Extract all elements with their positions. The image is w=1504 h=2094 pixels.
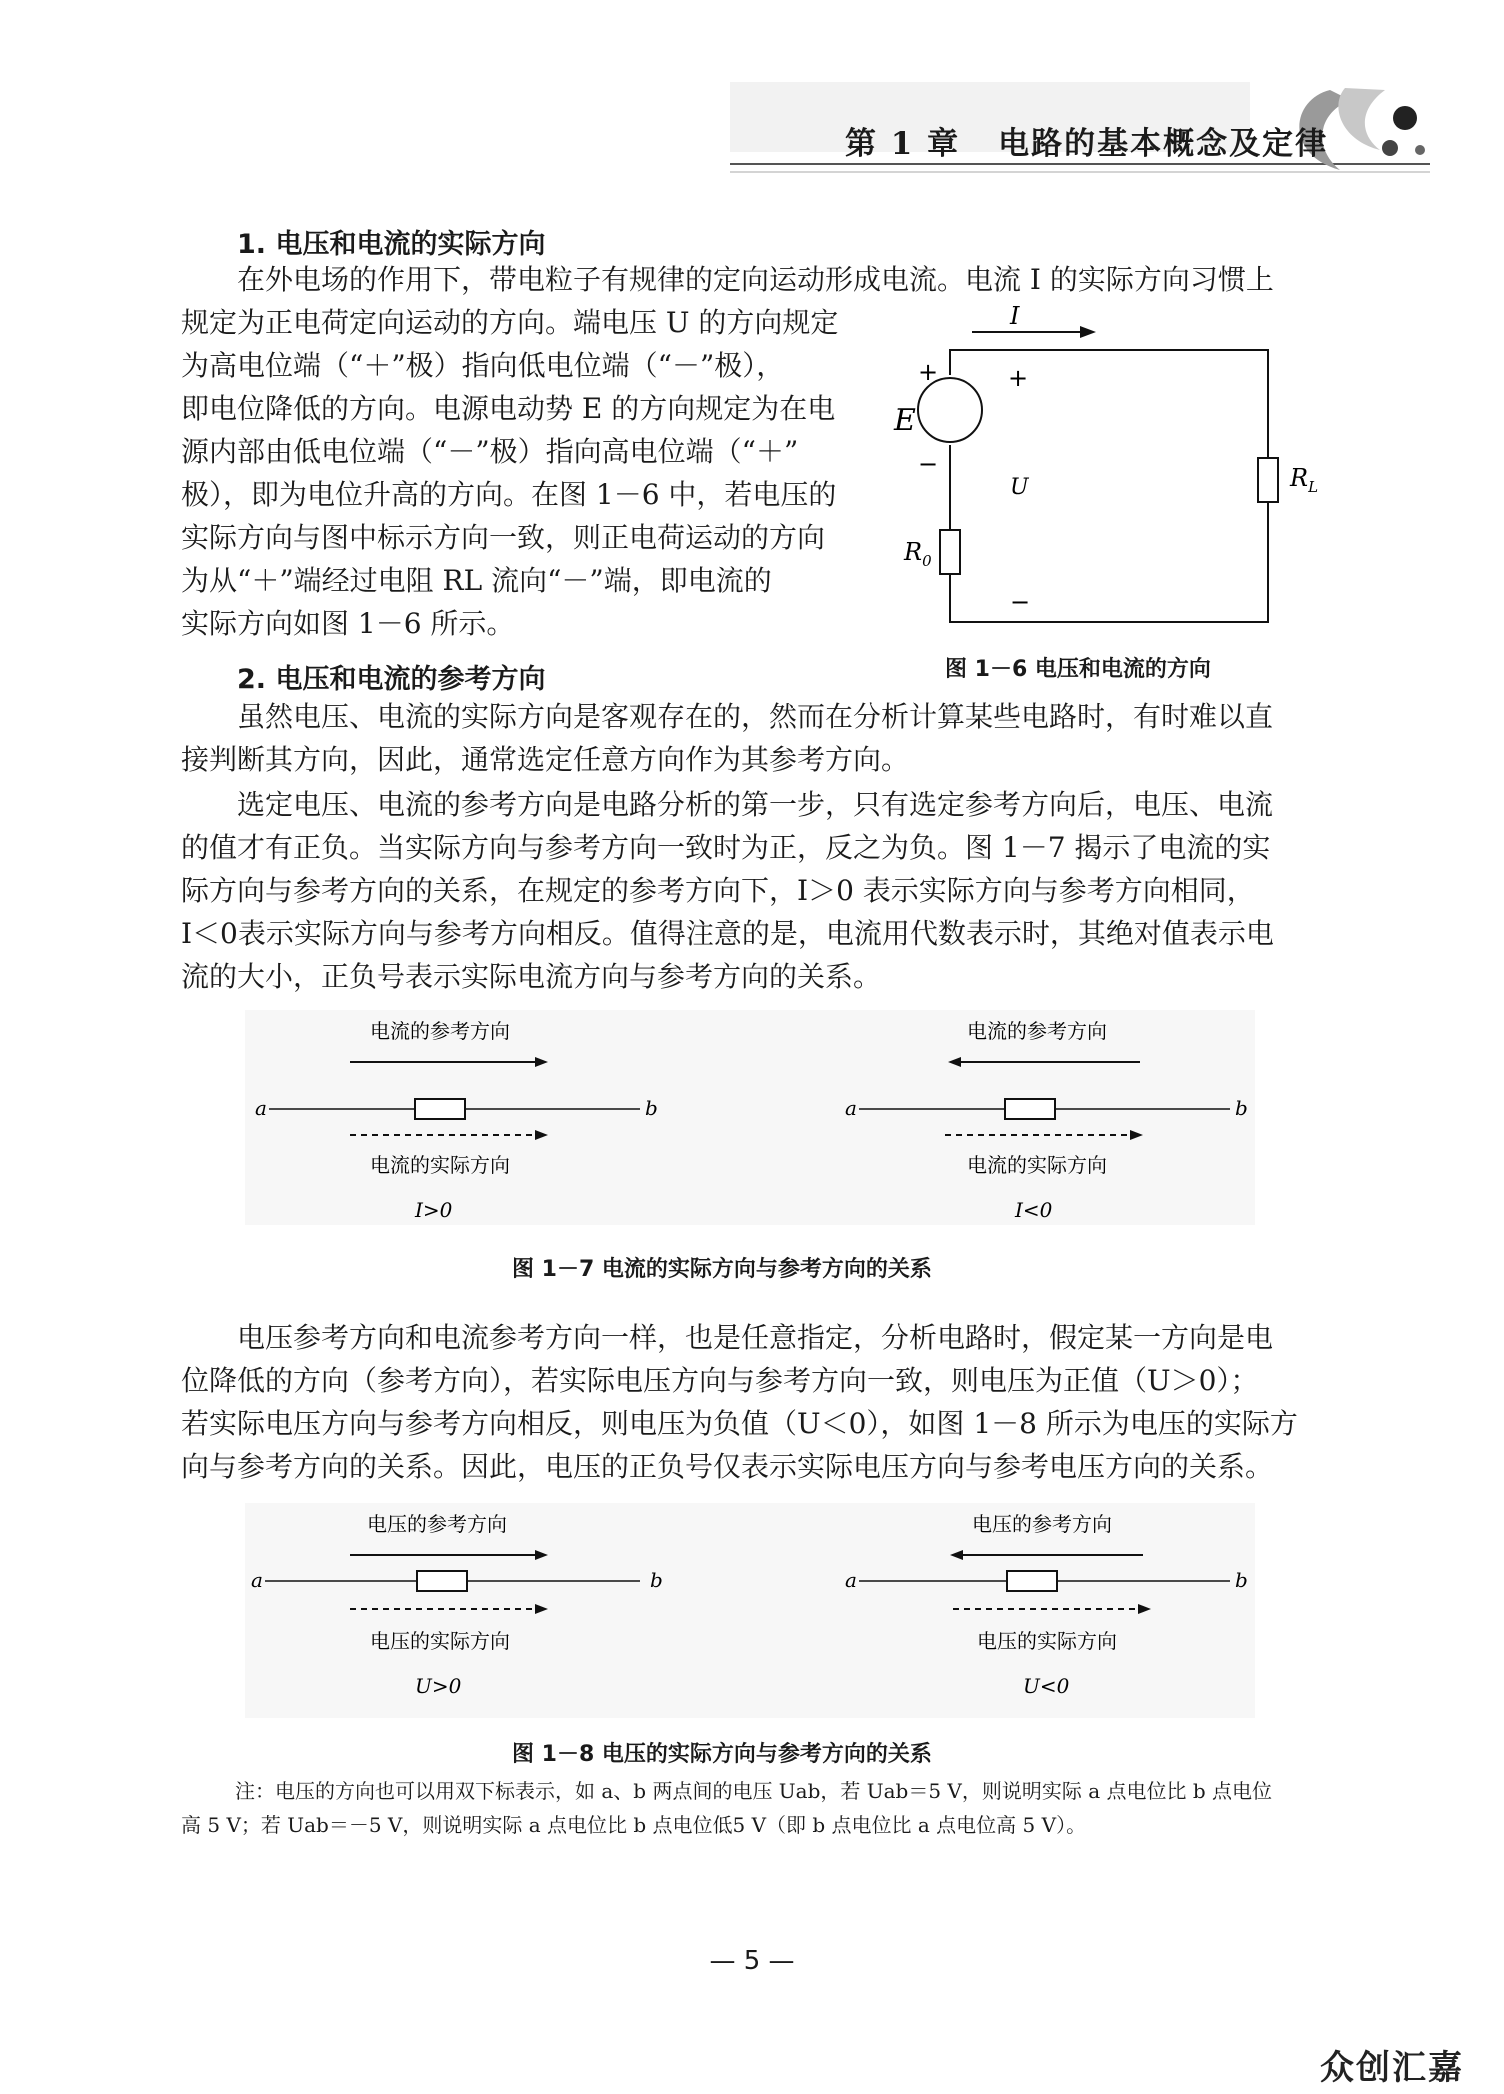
left-node-b: b (650, 1568, 663, 1592)
figure-1-6-caption: 图 1－6 电压和电流的方向 (945, 657, 1211, 682)
source-minus: − (918, 450, 939, 478)
load-resistor-label: $R_L$ (1290, 464, 1319, 496)
section1-line-4: 即电位降低的方向。电源电动势 E 的方向规定为在电 (181, 392, 836, 425)
right-node-a: a (845, 1096, 857, 1120)
left-reference-label: 电压的参考方向 (367, 1512, 507, 1536)
figure-1-8 (245, 1503, 1255, 1718)
chapter-name: 电路的基本概念及定律 (998, 126, 1329, 162)
left-resistor (415, 1099, 465, 1119)
left-condition: U>0 (415, 1674, 462, 1698)
figure-1-7-caption: 图 1－7 电流的实际方向与参考方向的关系 (512, 1257, 932, 1282)
section2-para2-line-1: 选定电压、电流的参考方向是电路分析的第一步，只有选定参考方向后，电压、电流 (237, 788, 1274, 821)
terminal-plus: + (1008, 364, 1029, 392)
section2-para2-line-5: 流的大小，正负号表示实际电流方向与参考方向的关系。 (181, 960, 882, 993)
internal-resistor-label: $R_0$ (904, 538, 932, 570)
section2-para2-line-4: I＜0表示实际方向与参考方向相反。值得注意的是，电流用代数表示时，其绝对值表示电 (181, 917, 1274, 950)
emf-label: E (894, 403, 916, 438)
current-arrowhead (1080, 326, 1096, 338)
section2-para1-line-1: 虽然电压、电流的实际方向是客观存在的，然而在分析计算某些电路时，有时难以直 (237, 700, 1274, 733)
left-resistor (417, 1571, 467, 1591)
section3-line-3: 若实际电压方向与参考方向相反，则电压为负值（U＜0），如图 1－8 所示为电压的实际方 (181, 1407, 1298, 1440)
current-label: I (1010, 302, 1020, 330)
section1-line-1: 在外电场的作用下，带电粒子有规律的定向运动形成电流。电流 I 的实际方向习惯上 (237, 263, 1274, 296)
page-number: — 5 — (709, 1946, 795, 1976)
right-actual-label: 电流的实际方向 (967, 1153, 1107, 1177)
section2-para2-line-2: 的值才有正负。当实际方向与参考方向一致时为正，反之为负。图 1－7 揭示了电流的实 (181, 831, 1271, 864)
circuit-loop (950, 350, 1268, 622)
figure-1-7 (245, 1010, 1255, 1225)
right-resistor (1005, 1099, 1055, 1119)
left-reference-label: 电流的参考方向 (370, 1019, 510, 1043)
right-actual-label: 电压的实际方向 (977, 1629, 1117, 1653)
internal-resistor (940, 530, 960, 574)
section1-line-5: 源内部由低电位端（“－”极）指向高电位端（“＋” (181, 435, 799, 468)
watermark-logo: 众创汇嘉 (1320, 2048, 1464, 2088)
voltage-label: U (1010, 475, 1029, 500)
chapter-number: 第 1 章 (845, 126, 961, 162)
left-condition: I>0 (415, 1198, 453, 1222)
emf-source (918, 378, 982, 442)
figure-1-8-caption: 图 1－8 电压的实际方向与参考方向的关系 (512, 1742, 932, 1767)
section2-para2-line-3: 际方向与参考方向的关系，在规定的参考方向下，I＞0 表示实际方向与参考方向相同， (181, 874, 1255, 907)
left-node-a: a (255, 1096, 267, 1120)
left-node-a: a (251, 1568, 263, 1592)
section3-line-1: 电压参考方向和电流参考方向一样，也是任意指定，分析电路时，假定某一方向是电 (237, 1321, 1274, 1354)
left-node-b: b (645, 1096, 658, 1120)
note-line-2: 高 5 V；若 Uab＝－5 V，则说明实际 a 点电位比 b 点电位低5 V（即 b 点电位比 a 点电位高 5 V）。 (181, 1813, 1087, 1837)
section1-line-8: 为从“＋”端经过电阻 RL 流向“－”端，即电流的 (181, 564, 772, 597)
left-actual-label: 电压的实际方向 (370, 1629, 510, 1653)
section1-line-2: 规定为正电荷定向运动的方向。端电压 U 的方向规定 (181, 306, 839, 339)
source-plus: + (918, 358, 939, 386)
load-resistor (1258, 458, 1278, 502)
section1-heading: 1. 电压和电流的实际方向 (237, 229, 546, 260)
figure-1-6-circuit (890, 300, 1340, 640)
section3-line-4: 向与参考方向的关系。因此，电压的正负号仅表示实际电压方向与参考电压方向的关系。 (181, 1450, 1274, 1483)
chapter-title (845, 118, 1328, 163)
section1-line-7: 实际方向与图中标示方向一致，则正电荷运动的方向 (181, 521, 826, 554)
right-resistor (1007, 1571, 1057, 1591)
section1-line-9: 实际方向如图 1－6 所示。 (181, 607, 515, 640)
right-condition: U<0 (1023, 1674, 1070, 1698)
right-reference-label: 电压的参考方向 (972, 1512, 1112, 1536)
section2-para1-line-2: 接判断其方向，因此，通常选定任意方向作为其参考方向。 (181, 743, 910, 776)
section2-heading: 2. 电压和电流的参考方向 (237, 664, 546, 695)
right-node-b: b (1235, 1568, 1248, 1592)
section1-line-3: 为高电位端（“＋”极）指向低电位端（“－”极）， (181, 349, 785, 382)
terminal-minus: − (1010, 588, 1031, 616)
right-reference-label: 电流的参考方向 (967, 1019, 1107, 1043)
right-node-a: a (845, 1568, 857, 1592)
section3-line-2: 位降低的方向（参考方向），若实际电压方向与参考方向一致，则电压为正值（U＞0）； (181, 1364, 1259, 1397)
right-condition: I<0 (1015, 1198, 1053, 1222)
right-node-b: b (1235, 1096, 1248, 1120)
left-actual-label: 电流的实际方向 (370, 1153, 510, 1177)
note-line-1: 注：电压的方向也可以用双下标表示，如 a、b 两点间的电压 Uab，若 Uab＝5 V，则说明实际 a 点电位比 b 点电位 (235, 1779, 1273, 1803)
section1-line-6: 极），即为电位升高的方向。在图 1－6 中，若电压的 (181, 478, 837, 511)
